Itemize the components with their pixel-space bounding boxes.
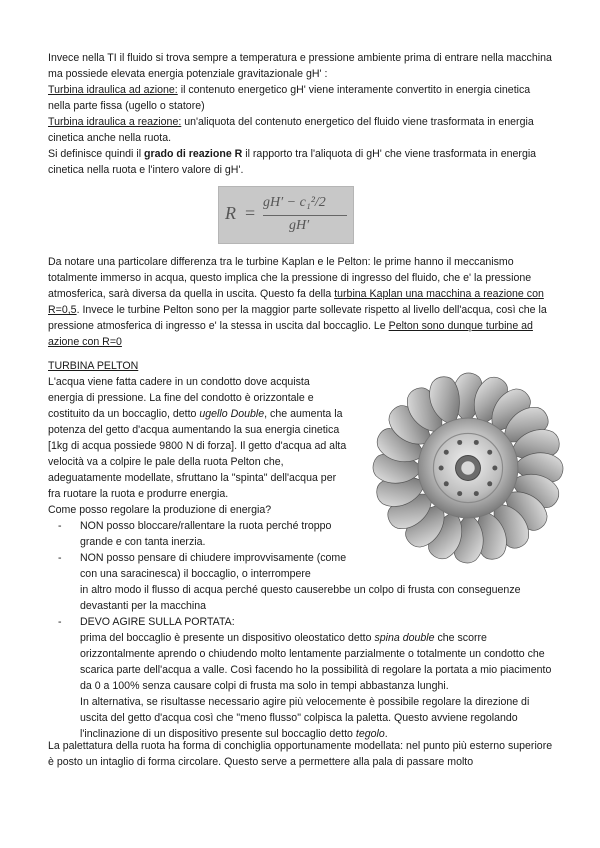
reazione-label: Turbina idraulica a reazione:: [48, 116, 182, 128]
pelton-intro-column: [48, 374, 348, 502]
kaplan-paragraph: [48, 254, 553, 350]
azione-label: Turbina idraulica ad azione:: [48, 84, 178, 96]
wheel-bolt: [444, 450, 449, 455]
azione-text: il contenuto energetico gH' viene interamente convertito in energia cinetica nella parte fissa (ugello o statore): [48, 84, 531, 112]
kaplan-section: [48, 254, 553, 350]
formula-denominator: gH′: [289, 218, 310, 233]
bullet-3-p1-b: che scorre orizzontalmente aprendo o chiudendo molto lentamente parzialmente o totalmente un condotto che scarica parte dell'acqua a valle. Così facendo ho la possibilità di regolare la portata a mio piacimento da 0 a 100% senza causare colpi di frusta ma solo in tempi abbastanza lunghi.: [80, 632, 552, 692]
bullet-3-p1-em: spina double: [374, 632, 435, 644]
bullet-2-text-a: NON posso pensare di chiudere improvvisamente (come con una saracinesca) il boccaglio, o interrompere: [80, 552, 347, 580]
reazione-definition: [48, 114, 553, 146]
bullet-dash: -: [58, 616, 62, 628]
pelton-question: Come posso regolare la produzione di energia?: [48, 504, 272, 516]
grado-definition: [48, 146, 553, 178]
wheel-bolt: [474, 440, 479, 445]
bullet-3-body: [80, 614, 553, 742]
pelton-text-b: , che aumenta la potenza del getto d'acqua aumentando la sua energia cinetica [1kg di acqua possiede 9800 N di forza]. Il getto d'acqua ad alta velocità va a colpire le pale della ruota Pelton che, adeguatamente modellate, sfruttano la "spinta" dell'acqua per fra ruotare la ruota e produrre energia.: [48, 408, 347, 500]
bullet-3-p2-b: .: [384, 728, 388, 740]
kaplan-underlined-2: Pelton sono dunque turbine ad azione con R=0: [48, 320, 533, 348]
intro-section: [48, 50, 553, 178]
pelton-heading: TURBINA PELTON: [48, 360, 139, 372]
wheel-bolt: [457, 440, 462, 445]
wheel-bolt: [457, 491, 462, 496]
wheel-bolt: [487, 481, 492, 486]
grado-pre: Si definisce quindi il: [48, 148, 144, 160]
closing-section: [48, 738, 553, 770]
formula-numerator: gH′ − c₁²/2: [263, 195, 326, 210]
bullet-3-p1-a: prima del boccaglio è presente un dispositivo oleostatico detto: [80, 632, 375, 644]
wheel-bolt: [492, 466, 497, 471]
bullet-1-text: NON posso bloccare/rallentare la ruota perché troppo grande e con tanta inerzia.: [80, 520, 332, 548]
bullet-3-para-1: [80, 630, 553, 694]
pelton-em: ugello Double: [199, 408, 265, 420]
formula-equals: =: [245, 203, 256, 223]
bullet-dash: -: [58, 520, 62, 532]
azione-definition: [48, 82, 553, 114]
bullet-2-text-b: in altro modo il flusso di acqua perché questo causerebbe un colpo di frusta con conseguenze devastanti per la macchina: [80, 584, 521, 612]
wheel-bore-highlight: [461, 461, 474, 474]
bullet-1: [48, 518, 348, 550]
pelton-text-a: L'acqua viene fatta cadere in un condotto dove acquista energia di pressione. La fine del condotto è orizzontale e costituito da un boccaglio, detto: [48, 376, 314, 420]
intro-paragraph: Invece nella TI il fluido si trova sempre a temperatura e pressione ambiente prima di entrare nella macchina ma possiede elevata energia potenziale gravitazionale gH' :: [48, 52, 552, 80]
bullet-3-para-2: [80, 694, 553, 742]
bullet-3: [48, 614, 553, 742]
wheel-bolt: [444, 481, 449, 486]
pelton-paragraph: [48, 374, 348, 502]
formula-image: [218, 186, 354, 244]
grado-post: il rapporto tra l'aliquota di gH' che viene trasformata in energia cinetica nella ruota e l'intero valore di gH'.: [48, 148, 537, 176]
wheel-bolt: [487, 450, 492, 455]
kaplan-text-2: . Invece le turbine Pelton sono per la maggior parte sollevate rispetto al livello dell'acqua, così che la pressione atmosferica di ingresso e' la stessa in uscita dal boccaglio. Le: [48, 304, 547, 332]
reazione-text: un'aliquota del contenuto energetico del fluido viene trasformata in energia cinetica anche nella ruota.: [48, 116, 534, 144]
closing-paragraph: La palettatura della ruota ha forma di conchiglia opportunamente modellata: nel punto più esterno superiore è posto un intaglio di forma circolare. Questo serve a permettere alla pala di passare molto: [48, 740, 553, 768]
kaplan-text-1: Da notare una particolare differenza tra le turbine Kaplan e le Pelton: le prime hanno il meccanismo totalmente immerso in acqua, questo implica che la pressione di ingresso del fluido, che e' la pressione atmosferica, sarà diversa da quella in uscita. Questo fa della: [48, 256, 532, 300]
bullet-3-p2-em: tegolo: [355, 728, 385, 740]
pelton-wheel-image: [372, 372, 564, 564]
wheel-bolt: [439, 466, 444, 471]
kaplan-underlined-1: turbina Kaplan una macchina a reazione con R=0,5: [48, 288, 544, 316]
bullet-3-p2-a: In alternativa, se risultasse necessario agire più velocemente è possibile regolare la direzione di uscita del getto d'acqua così che "meno flusso" colpisca la paletta. Questo avviene regolando l'inclinazione di un dispositivo presente sul boccaglio detto: [80, 696, 530, 740]
bullet-dash: -: [58, 552, 62, 564]
formula-fraction-bar: [263, 215, 347, 216]
grado-bold: grado di reazione R: [144, 148, 243, 160]
wheel-bolt: [474, 491, 479, 496]
bullet-3-head: DEVO AGIRE SULLA PORTATA:: [80, 616, 235, 628]
formula-lhs: R: [225, 203, 236, 223]
